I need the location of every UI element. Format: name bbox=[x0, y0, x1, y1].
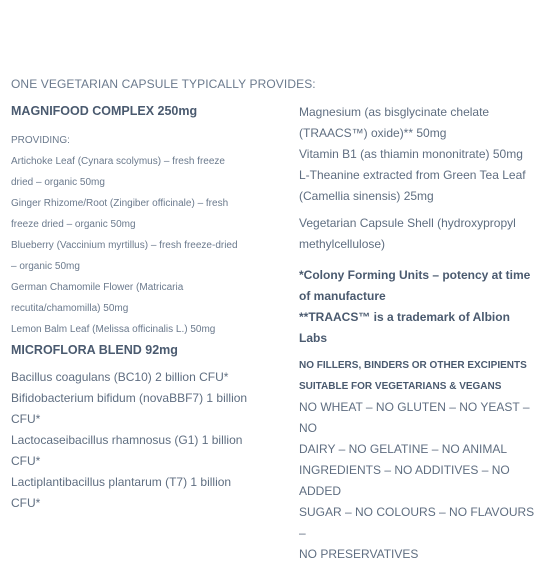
list-item: German Chamomile Flower (Matricaria bbox=[11, 282, 184, 293]
claim-line: SUITABLE FOR VEGETARIANS & VEGANS bbox=[299, 381, 502, 392]
magnifood-title: MAGNIFOOD COMPLEX 250mg bbox=[11, 104, 198, 118]
list-item: CFU* bbox=[11, 412, 41, 426]
list-item: Vegetarian Capsule Shell (hydroxypropyl bbox=[299, 216, 516, 230]
list-item: Blueberry (Vaccinium myrtillus) – fresh freeze-dried bbox=[11, 240, 238, 251]
right-column bbox=[299, 102, 539, 565]
footnote-line: of manufacture bbox=[299, 289, 386, 303]
claims bbox=[299, 355, 539, 397]
capsule-shell bbox=[299, 213, 539, 255]
claim-line: NO FILLERS, BINDERS OR OTHER EXCIPIENTS bbox=[299, 360, 527, 371]
list-item: SUGAR – NO COLOURS – NO FLAVOURS – bbox=[299, 505, 535, 540]
minerals-list bbox=[299, 102, 539, 207]
list-item: Bifidobacterium bifidum (novaBBF7) 1 billion bbox=[11, 391, 248, 405]
list-item: freeze dried – organic 50mg bbox=[11, 219, 136, 230]
list-item: DAIRY – NO GELATINE – NO ANIMAL bbox=[299, 442, 508, 456]
list-item: CFU* bbox=[11, 496, 41, 510]
microflora-title: MICROFLORA BLEND 92mg bbox=[11, 343, 178, 357]
list-item: NO WHEAT – NO GLUTEN – NO YEAST – NO bbox=[299, 400, 530, 435]
list-item: CFU* bbox=[11, 454, 41, 468]
list-item: Lemon Balm Leaf (Melissa officinalis L.) 50mg bbox=[11, 324, 216, 335]
list-item: Vitamin B1 (as thiamin mononitrate) 50mg bbox=[299, 147, 523, 161]
list-item: Lactiplantibacillus plantarum (T7) 1 billion bbox=[11, 475, 232, 489]
list-item: Lactocaseibacillus rhamnosus (G1) 1 billion bbox=[11, 433, 243, 447]
list-item: Magnesium (as bisglycinate chelate bbox=[299, 105, 490, 119]
list-item: INGREDIENTS – NO ADDITIVES – NO ADDED bbox=[299, 463, 510, 498]
list-item: – organic 50mg bbox=[11, 261, 80, 272]
list-item: Bacillus coagulans (BC10) 2 billion CFU* bbox=[11, 370, 229, 384]
list-item: L-Theanine extracted from Green Tea Leaf bbox=[299, 168, 526, 182]
providing-label: PROVIDING: bbox=[11, 135, 70, 146]
list-item: dried – organic 50mg bbox=[11, 177, 105, 188]
footnote-line: **TRAACS™ is a trademark of Albion Labs bbox=[299, 310, 510, 345]
capsule-heading: ONE VEGETARIAN CAPSULE TYPICALLY PROVIDES: bbox=[11, 77, 316, 91]
free-from-list bbox=[299, 397, 539, 565]
list-item: Artichoke Leaf (Cynara scolymus) – fresh freeze bbox=[11, 156, 225, 167]
left-column bbox=[11, 101, 276, 514]
list-item: methylcellulose) bbox=[299, 237, 386, 251]
footnotes bbox=[299, 265, 539, 349]
list-item: (Camellia sinensis) 25mg bbox=[299, 189, 434, 203]
list-item: recutita/chamomilla) 50mg bbox=[11, 303, 129, 314]
footnote-line: *Colony Forming Units – potency at time bbox=[299, 268, 531, 282]
list-item: (TRAACS™) oxide)** 50mg bbox=[299, 126, 447, 140]
microflora-list bbox=[11, 367, 276, 514]
list-item: NO PRESERVATIVES bbox=[299, 547, 419, 561]
list-item: Ginger Rhizome/Root (Zingiber officinale) – fresh bbox=[11, 198, 229, 209]
magnifood-list bbox=[11, 151, 276, 340]
